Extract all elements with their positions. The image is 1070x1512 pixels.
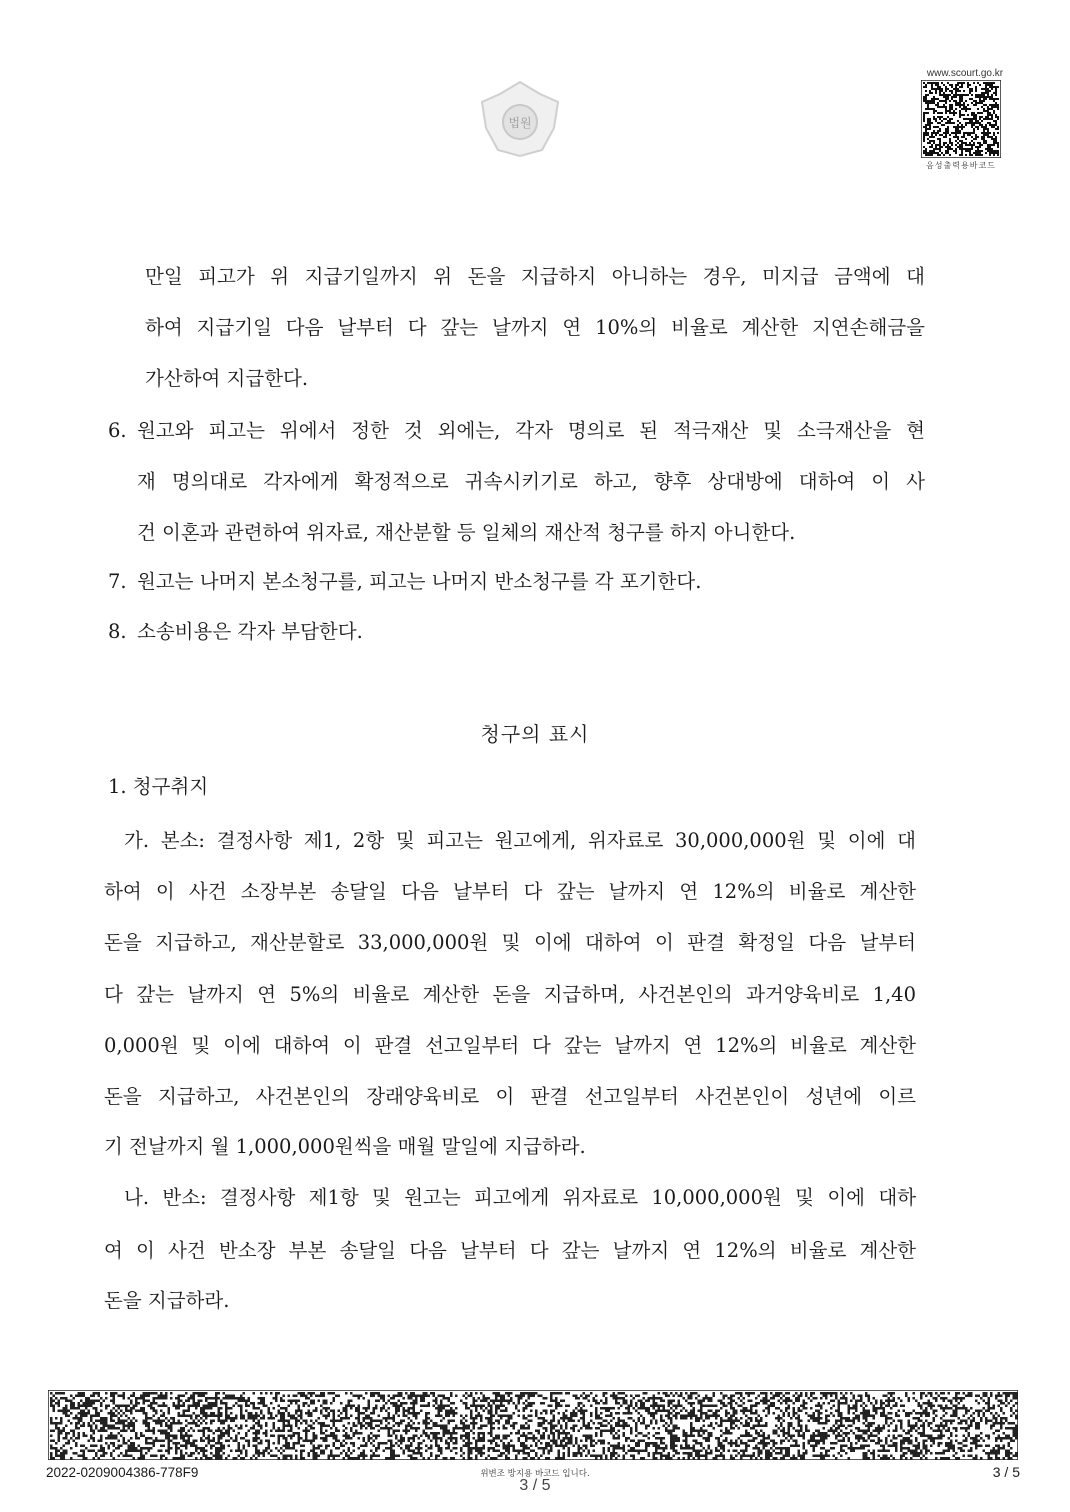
page-number-right: 3 / 5 xyxy=(992,1464,1020,1480)
text-line: 소송비용은 각자 부담한다. xyxy=(137,620,363,643)
text-line: 0,000원 및 이에 대하여 이 판결 선고일부터 다 갚는 날까지 연 12%의 비율로 계산한 xyxy=(104,1034,916,1057)
text-line: 다 갚는 날까지 연 5%의 비율로 계산한 돈을 지급하며, 사건본인의 과거양육비로 1,40 xyxy=(104,983,916,1006)
text-line: 하여 지급기일 다음 날부터 다 갚는 날까지 연 10%의 비율로 계산한 지연손해금을 xyxy=(145,316,925,339)
barcode-note: 위변조 방지용 바코드 입니다. xyxy=(480,1469,590,1479)
page-number-center: 3 / 5 xyxy=(519,1477,551,1494)
qr-code-icon xyxy=(921,80,1001,158)
qr-caption: 음성출력용바코드 xyxy=(926,161,996,170)
item-number: 6. xyxy=(108,419,127,442)
item-number: 7. xyxy=(108,570,127,593)
text-line: 재 명의대로 각자에게 확정적으로 귀속시키기로 하고, 향후 상대방에 대하여 이 사 xyxy=(137,470,925,493)
text-line: 건 이혼과 관련하여 위자료, 재산분할 등 일체의 재산적 청구를 하지 아니한다. xyxy=(137,521,796,544)
emblem-text: 법원 xyxy=(508,116,532,130)
text-line: 돈을 지급하고, 사건본인의 장래양육비로 이 판결 선고일부터 사건본인이 성년에 이르 xyxy=(104,1085,916,1108)
text-line: 원고와 피고는 위에서 정한 것 외에는, 각자 명의로 된 적극재산 및 소극재산을 현 xyxy=(137,419,925,442)
text-line: 나. 반소: 결정사항 제1항 및 원고는 피고에게 위자료로 10,000,000원 및 이에 대하 xyxy=(124,1186,916,1209)
text-line: 만일 피고가 위 지급기일까지 위 돈을 지급하지 아니하는 경우, 미지급 금액에 대 xyxy=(145,265,925,288)
claim-title: 1. 청구취지 xyxy=(108,775,209,798)
section-heading: 청구의 표시 xyxy=(480,722,590,746)
court-url: www.scourt.go.kr xyxy=(926,68,1004,79)
document-code: 2022-0209004386-778F9 xyxy=(46,1465,199,1480)
anti-forgery-barcode-icon xyxy=(48,1390,1018,1460)
text-line: 돈을 지급하라. xyxy=(104,1289,230,1312)
text-line: 여 이 사건 반소장 부본 송달일 다음 날부터 다 갚는 날까지 연 12%의 비율로 계산한 xyxy=(104,1239,916,1262)
text-line: 하여 이 사건 소장부본 송달일 다음 날부터 다 갚는 날까지 연 12%의 비율로 계산한 xyxy=(104,880,916,903)
text-line: 가. 본소: 결정사항 제1, 2항 및 피고는 원고에게, 위자료로 30,000,000원 및 이에 대 xyxy=(124,829,916,852)
court-emblem-logo xyxy=(470,80,570,158)
text-line: 돈을 지급하고, 재산분할로 33,000,000원 및 이에 대하여 이 판결 확정일 다음 날부터 xyxy=(104,931,916,954)
text-line: 기 전날까지 월 1,000,000원씩을 매월 말일에 지급하라. xyxy=(104,1135,586,1158)
item-number: 8. xyxy=(108,620,127,643)
text-line: 가산하여 지급한다. xyxy=(145,367,309,390)
text-line: 원고는 나머지 본소청구를, 피고는 나머지 반소청구를 각 포기한다. xyxy=(137,570,702,593)
